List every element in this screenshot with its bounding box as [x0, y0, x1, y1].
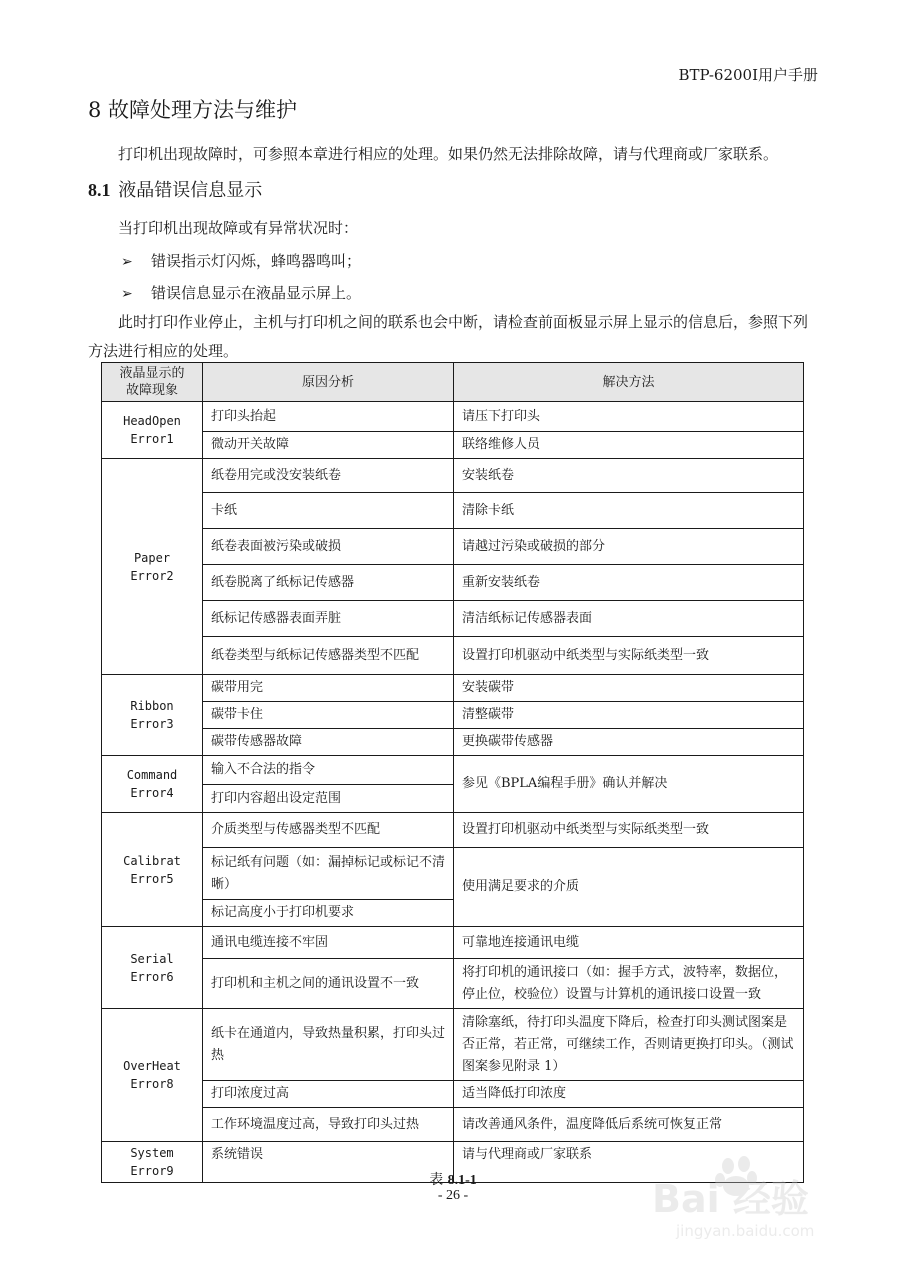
solution-cell: 请越过污染或破损的部分	[454, 529, 804, 565]
cause-cell: 卡纸	[203, 493, 454, 529]
fault-code: Serial Error6	[102, 927, 203, 1009]
table-row	[102, 402, 804, 432]
section-title	[88, 176, 262, 202]
solution-cell: 参见《BPLA编程手册》确认并解决	[454, 756, 804, 813]
cause-cell: 输入不合法的指令	[203, 756, 454, 785]
intro-paragraph: 打印机出现故障时，可参照本章进行相应的处理。如果仍然无法排除故障，请与代理商或厂家联系。	[118, 145, 779, 163]
cause-cell: 工作环境温度过高，导致打印头过热	[203, 1108, 454, 1142]
cause-cell: 纸卡在通道内，导致热量积累，打印头过热	[203, 1009, 454, 1081]
solution-cell: 清除塞纸，待打印头温度下降后，检查打印头测试图案是否正常，若正常，可继续工作，否则请更换打印头。（测试图案参见附录 1）	[454, 1009, 804, 1081]
solution-cell: 更换碳带传感器	[454, 729, 804, 756]
solution-cell: 设置打印机驱动中纸类型与实际纸类型一致	[454, 813, 804, 848]
caption-prefix: 表	[429, 1172, 444, 1188]
solution-cell: 请压下打印头	[454, 402, 804, 432]
cause-cell: 碳带传感器故障	[203, 729, 454, 756]
table-row	[102, 927, 804, 959]
cause-cell: 微动开关故障	[203, 432, 454, 459]
table-row	[102, 432, 804, 459]
cause-cell: 通讯电缆连接不牢固	[203, 927, 454, 959]
section-number: 8.1	[88, 180, 111, 200]
fault-code: Ribbon Error3	[102, 675, 203, 756]
solution-cell: 将打印机的通讯接口（如：握手方式，波特率，数据位，停止位，校验位）设置与计算机的通讯接口设置一致	[454, 959, 804, 1009]
table-row	[102, 1108, 804, 1142]
after-paragraph: 此时打印作业停止，主机与打印机之间的联系也会中断，请检查前面板显示屏上显示的信息后，参照下列方法进行相应的处理。	[88, 313, 809, 360]
chapter-title: 8 故障处理方法与维护	[88, 98, 298, 122]
cause-cell: 介质类型与传感器类型不匹配	[203, 813, 454, 848]
table-row	[102, 959, 804, 1009]
condition-paragraph: 当打印机出现故障或有异常状况时：	[118, 219, 359, 237]
table-row	[102, 493, 804, 529]
solution-cell: 重新安装纸卷	[454, 565, 804, 601]
bullet-text: 错误指示灯闪烁，蜂鸣器鸣叫；	[151, 252, 362, 270]
header-code: 液晶显示的故障现象	[102, 363, 203, 402]
fault-code: HeadOpen Error1	[102, 402, 203, 459]
bullet-item	[121, 282, 361, 303]
table-row	[102, 848, 804, 900]
solution-cell: 适当降低打印浓度	[454, 1081, 804, 1108]
table-row	[102, 813, 804, 848]
cause-cell: 系统错误	[203, 1142, 454, 1183]
cause-cell: 纸卷表面被污染或破损	[203, 529, 454, 565]
table-row	[102, 702, 804, 729]
cause-cell: 打印浓度过高	[203, 1081, 454, 1108]
document-header-title: BTP-6200I用户手册	[678, 66, 818, 84]
cause-cell: 纸卷类型与纸标记传感器类型不匹配	[203, 637, 454, 675]
cause-cell: 碳带用完	[203, 675, 454, 702]
solution-cell: 可靠地连接通讯电缆	[454, 927, 804, 959]
solution-cell: 清除卡纸	[454, 493, 804, 529]
bullet-text: 错误信息显示在液晶显示屏上。	[151, 284, 362, 302]
cause-cell: 标记纸有问题（如：漏掉标记或标记不清晰）	[203, 848, 454, 900]
table-row	[102, 637, 804, 675]
solution-cell: 联络维修人员	[454, 432, 804, 459]
table-row	[102, 729, 804, 756]
table-row	[102, 529, 804, 565]
page-number: - 26 -	[437, 1188, 469, 1203]
fault-code: System Error9	[102, 1142, 203, 1183]
solution-cell: 安装纸卷	[454, 459, 804, 493]
cause-cell: 打印头抬起	[203, 402, 454, 432]
table-row	[102, 459, 804, 493]
solution-cell: 清整碳带	[454, 702, 804, 729]
fault-code: Calibrat Error5	[102, 813, 203, 927]
table-row	[102, 756, 804, 785]
cause-cell: 纸卷用完或没安装纸卷	[203, 459, 454, 493]
solution-cell: 请改善通风条件，温度降低后系统可恢复正常	[454, 1108, 804, 1142]
solution-cell: 安装碳带	[454, 675, 804, 702]
watermark-url: jingyan.baidu.com	[676, 1222, 815, 1240]
table-header-row	[102, 363, 804, 402]
table-row	[102, 565, 804, 601]
cause-cell: 纸标记传感器表面弄脏	[203, 601, 454, 637]
fault-code: OverHeat Error8	[102, 1009, 203, 1142]
table-row	[102, 1009, 804, 1081]
cause-cell: 标记高度小于打印机要求	[203, 900, 454, 927]
solution-cell: 清洁纸标记传感器表面	[454, 601, 804, 637]
solution-cell: 设置打印机驱动中纸类型与实际纸类型一致	[454, 637, 804, 675]
solution-cell: 请与代理商或厂家联系	[454, 1142, 804, 1183]
baidu-jingyan-watermark	[648, 1150, 858, 1245]
solution-cell: 使用满足要求的介质	[454, 848, 804, 927]
fault-code: Paper Error2	[102, 459, 203, 675]
fault-table	[101, 362, 804, 1183]
table-row	[102, 675, 804, 702]
bullet-item	[121, 250, 361, 271]
cause-cell: 打印机和主机之间的通讯设置不一致	[203, 959, 454, 1009]
cause-cell: 打印内容超出设定范围	[203, 785, 454, 813]
section-heading: 液晶错误信息显示	[118, 180, 263, 201]
table-row	[102, 601, 804, 637]
fault-code: Command Error4	[102, 756, 203, 813]
caption-number: 8.1-1	[447, 1173, 477, 1188]
bullet-arrow-icon: ➢	[121, 254, 133, 270]
watermark-brand: Bai 经验	[652, 1177, 809, 1221]
cause-cell: 纸卷脱离了纸标记传感器	[203, 565, 454, 601]
cause-cell: 碳带卡住	[203, 702, 454, 729]
table-row	[102, 1081, 804, 1108]
header-cause: 原因分析	[203, 363, 454, 402]
header-solution: 解决方法	[454, 363, 804, 402]
bullet-arrow-icon: ➢	[121, 286, 133, 302]
